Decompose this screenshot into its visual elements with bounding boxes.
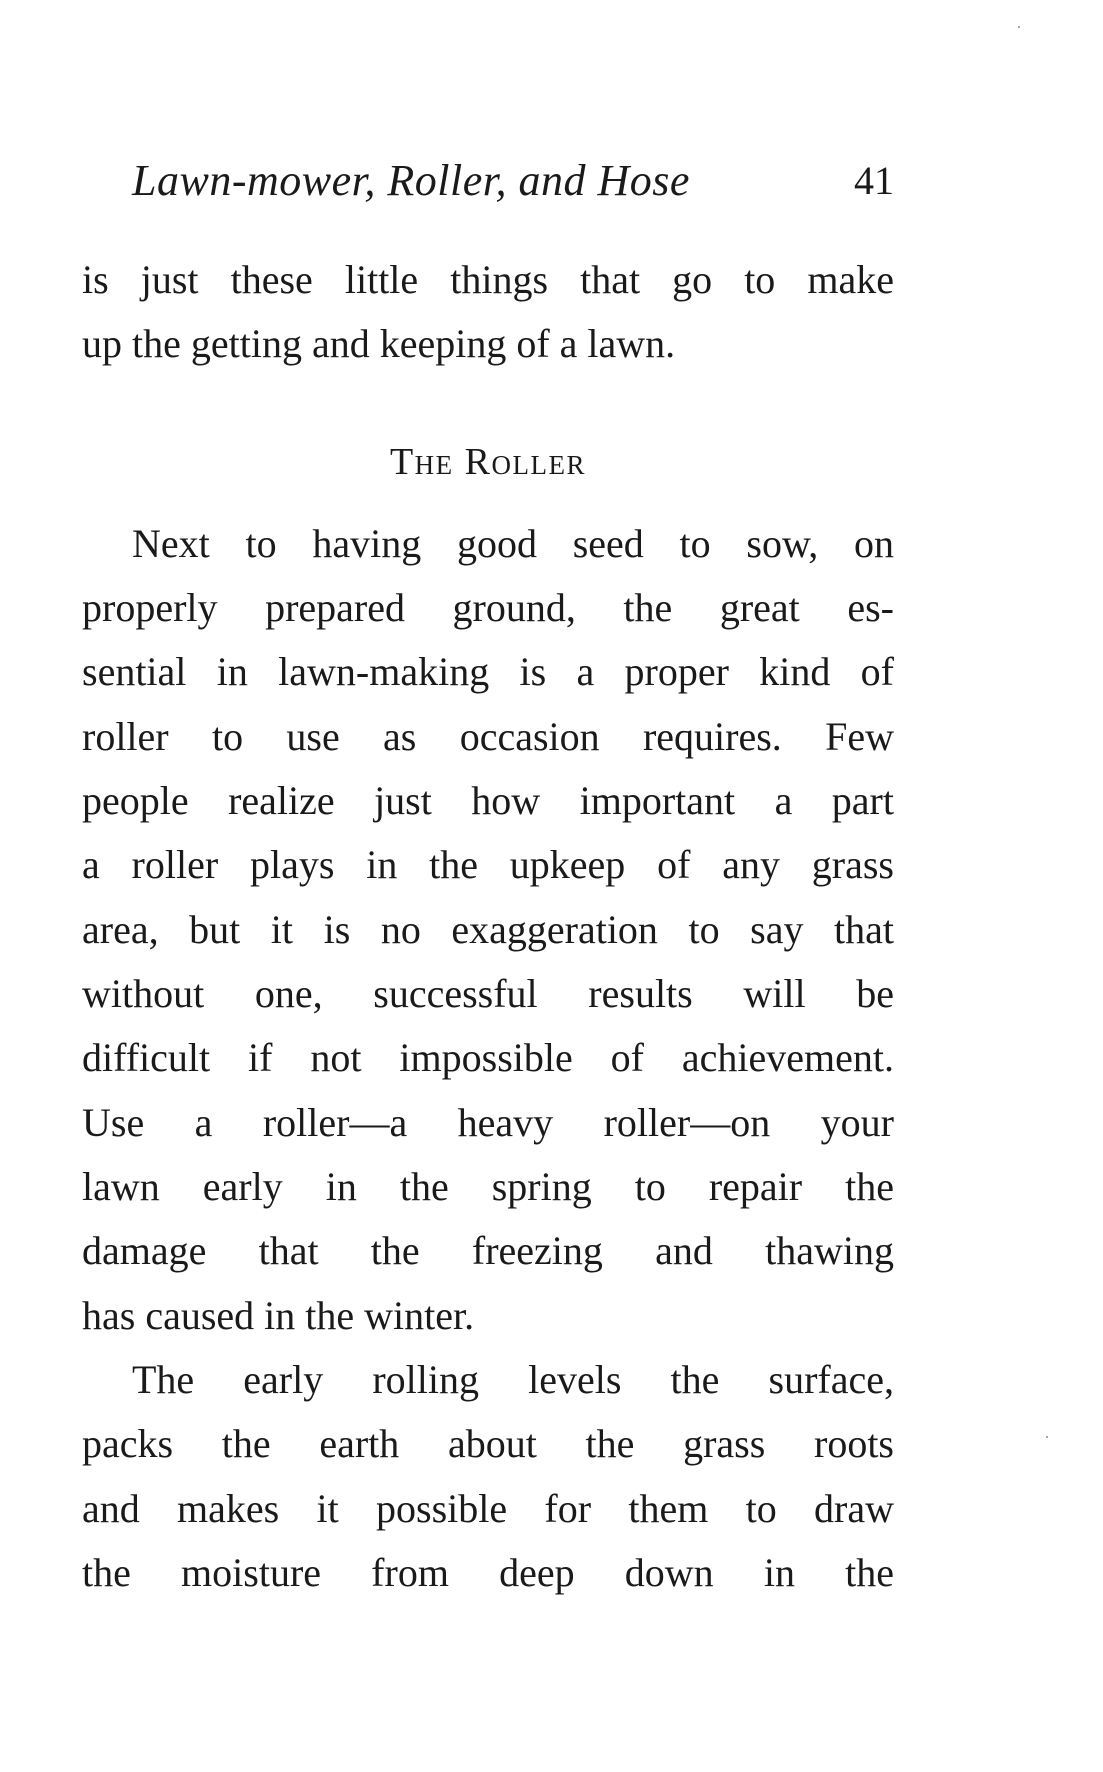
page-number: 41 [854, 158, 894, 203]
text-line: has caused in the winter. [82, 1293, 475, 1338]
text-line: The early rolling levels the surface, [132, 1357, 894, 1402]
text-line: Use a roller—a heavy roller—on your [82, 1100, 894, 1145]
text-line: without one, successful results will be [82, 971, 894, 1016]
text-line: the moisture from deep down in the [82, 1550, 894, 1595]
text-line: area, but it is no exaggeration to say that [82, 907, 894, 952]
text-line: roller to use as occasion requires. Few [82, 714, 894, 759]
text-line: packs the earth about the grass roots [82, 1421, 894, 1466]
paper-speck [1018, 26, 1020, 28]
paper-speck [1046, 1436, 1048, 1438]
text-line: a roller plays in the upkeep of any grass [82, 842, 894, 887]
text-line: lawn early in the spring to repair the [82, 1164, 894, 1209]
text-line: difficult if not impossible of achievement. [82, 1035, 894, 1080]
text-line: is just these little things that go to make [82, 257, 894, 302]
text-line: sential in lawn-making is a proper kind of [82, 649, 894, 694]
text-line: up the getting and keeping of a lawn. [82, 321, 676, 366]
section-heading: The Roller [389, 441, 587, 483]
text-line: and makes it possible for them to draw [82, 1486, 894, 1531]
running-title: Lawn-mower, Roller, and Hose [132, 156, 690, 205]
text-line: people realize just how important a part [82, 778, 894, 823]
text-line: Next to having good seed to sow, on [132, 521, 894, 566]
running-head [132, 155, 894, 215]
text-line: damage that the freezing and thawing [82, 1228, 894, 1273]
text-line: properly prepared ground, the great es- [82, 585, 894, 630]
